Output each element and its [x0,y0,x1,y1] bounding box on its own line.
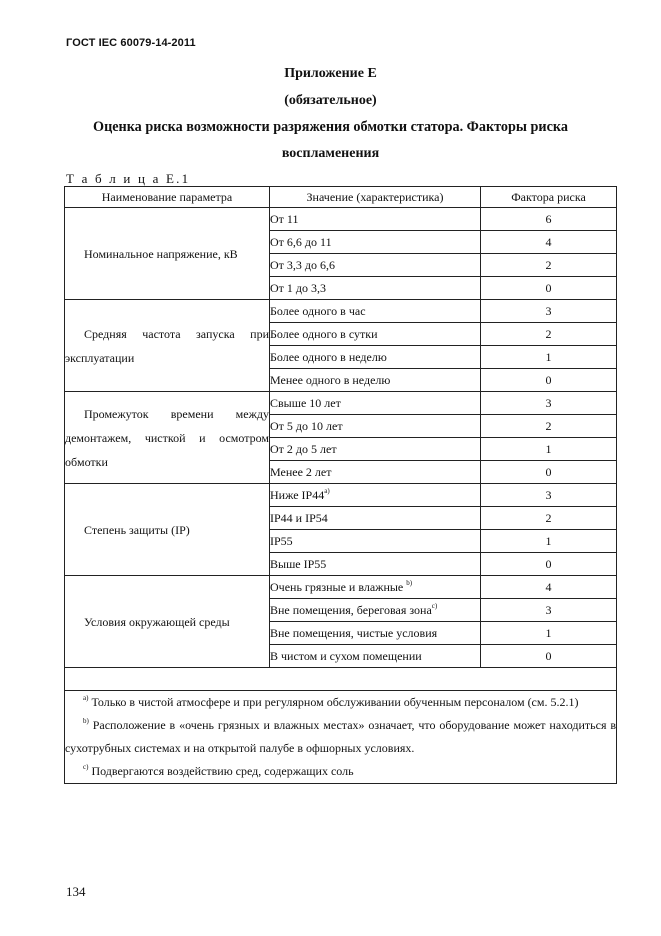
notes-row [65,691,617,784]
value-text: От 1 до 3,3 [270,280,327,295]
footnote-text: (см. 5.2.1) [527,695,579,709]
risk-factor-cell: 0 [481,277,617,300]
footnote-b [65,714,616,760]
risk-factor-cell: 0 [481,645,617,668]
parameter-line: эксплуатации [65,350,135,365]
parameter-line: Условия окружающей среды [84,614,230,629]
value-text: От 11 [270,211,299,226]
risk-factor-cell: 3 [481,392,617,415]
empty-row [65,668,617,691]
value-cell [270,438,481,461]
footnote-text: Только в чистой атмосфере и при регулярном обслуживании обученным персоналом [91,695,525,709]
value-text: От 5 до 10 лет [270,418,343,433]
footnote-reference: b) [406,578,413,587]
value-text: В чистом и сухом помещении [270,648,422,663]
table-caption: Т а б л и ц а Е.1 [66,171,191,186]
footnote-text: Расположение в «очень грязных и влажных местах» означает, что оборудование может [92,718,546,732]
value-cell [270,576,481,599]
risk-factor-cell: 0 [481,461,617,484]
column-header-parameter: Наименование параметра [65,187,270,208]
value-cell [270,484,481,507]
parameter-cell [65,300,270,392]
footnote-mark: c) [83,763,89,771]
appendix-heading-continuation: воспламенения [281,146,380,161]
footnote-a [65,691,616,714]
risk-factor-table [64,186,617,784]
table-row [65,300,617,323]
value-cell [270,346,481,369]
value-text: Более одного в сутки [270,326,378,341]
value-text: Более одного в час [270,303,366,318]
column-header-value: Значение (характеристика) [270,187,481,208]
empty-cell [65,668,617,691]
value-text: От 3,3 до 6,6 [270,257,336,272]
risk-factor-cell: 3 [481,599,617,622]
value-text: От 6,6 до 11 [270,234,332,249]
parameter-line: Средняя частота запуска при [84,326,269,341]
value-text: Вне помещения, береговая зона [270,602,432,617]
value-text: Менее 2 лет [270,464,332,479]
value-text: Очень грязные и влажные [270,579,407,594]
parameter-line: Промежуток времени между [84,406,269,421]
appendix-title: Приложение Е [284,66,377,81]
risk-factor-cell: 1 [481,530,617,553]
value-cell [270,599,481,622]
value-cell [270,645,481,668]
value-text: Ниже IP44 [270,487,325,502]
risk-factor-cell: 4 [481,231,617,254]
value-cell [270,392,481,415]
value-cell [270,300,481,323]
document-header: ГОСТ IEC 60079-14-2011 [66,37,196,49]
value-text: Вне помещения, чистые условия [270,625,438,640]
footnote-reference: c) [431,601,438,610]
value-cell [270,277,481,300]
parameter-line: демонтажем, чисткой и осмотром [65,430,269,445]
value-cell [270,254,481,277]
risk-factor-cell: 1 [481,622,617,645]
risk-factor-cell: 2 [481,415,617,438]
parameter-cell [65,392,270,484]
risk-factor-cell: 3 [481,484,617,507]
parameter-line: Степень защиты (IP) [84,522,190,537]
risk-factor-cell: 1 [481,346,617,369]
value-cell [270,231,481,254]
risk-factor-cell: 6 [481,208,617,231]
table-header-row [65,187,617,208]
table-row [65,208,617,231]
appendix-heading: Оценка риска возможности разряжения обмотки статора. Факторы риска [93,119,568,135]
value-cell [270,507,481,530]
value-text: Менее одного в неделю [270,372,391,387]
appendix-status: (обязательное) [284,93,377,108]
value-cell [270,622,481,645]
value-cell [270,323,481,346]
risk-factor-cell: 2 [481,323,617,346]
risk-factor-cell: 3 [481,300,617,323]
risk-factor-cell: 1 [481,438,617,461]
value-cell [270,415,481,438]
notes-cell [65,691,617,784]
footnote-reference: а) [324,486,330,495]
risk-factor-cell: 2 [481,254,617,277]
value-text: IP55 [270,533,293,548]
column-header-risk: Фактора риска [481,187,617,208]
parameter-cell [65,576,270,668]
value-cell [270,369,481,392]
parameter-line: обмотки [65,454,108,469]
value-text: Выше IP55 [270,556,327,571]
parameter-cell [65,484,270,576]
value-text: Более одного в неделю [270,349,387,364]
value-cell [270,553,481,576]
table-body [65,208,617,668]
footnote-mark: b) [83,717,89,725]
footnote-text: находиться в сухотрубных системах и на открытой палубе в офшорных условиях. [65,718,617,755]
table-row [65,392,617,415]
value-text: Свыше 10 лет [270,395,341,410]
footnote-c [65,760,616,783]
page-number: 134 [66,884,86,899]
value-cell [270,208,481,231]
value-text: IP44 и IP54 [270,510,328,525]
table-row [65,576,617,599]
parameter-line: Номинальное напряжение, кВ [84,246,238,261]
risk-factor-cell: 2 [481,507,617,530]
value-text: От 2 до 5 лет [270,441,337,456]
value-cell [270,461,481,484]
footnote-text: Подвергаются воздействию сред, содержащих соль [91,764,354,778]
footnote-mark: а) [83,694,89,702]
risk-factor-cell: 4 [481,576,617,599]
risk-factor-cell: 0 [481,553,617,576]
table-row [65,484,617,507]
parameter-cell [65,208,270,300]
value-cell [270,530,481,553]
risk-factor-cell: 0 [481,369,617,392]
